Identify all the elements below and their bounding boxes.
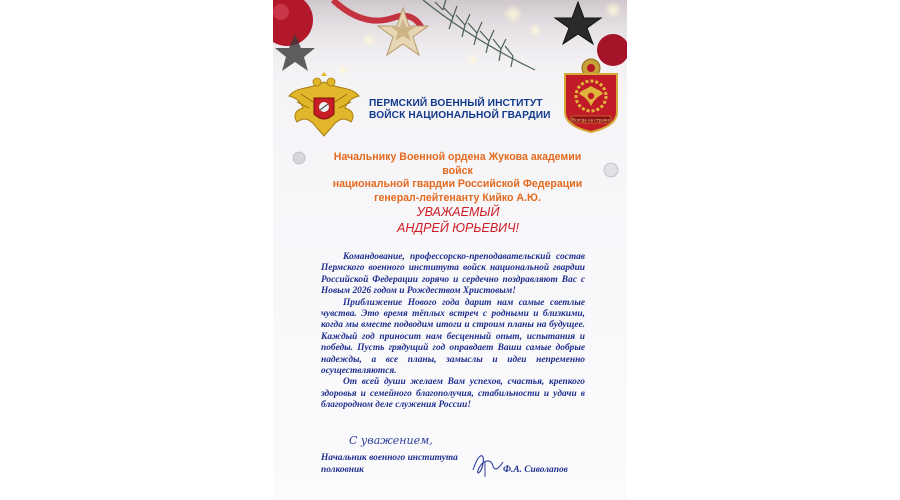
emblem-motto: Всегда на страже	[572, 117, 610, 123]
letter-body	[321, 252, 585, 412]
letter-page	[273, 0, 627, 500]
paragraph-wishes: От всей души желаем Вам успехов, счастья, крепкого здоровья и семейного благополучия, стабильности и удачи в благородном деле служения России!	[321, 377, 585, 411]
national-guard-eagle-emblem	[287, 72, 361, 142]
signer-name: Ф.А. Сиволапов	[503, 465, 568, 475]
salutation-line1: УВАЖАЕМЫЙ	[416, 205, 500, 219]
addressee-line2: национальной гвардии Российской Федерации	[332, 178, 583, 190]
salutation	[353, 204, 563, 236]
paragraph-new-year: Приближение Нового года дарит нам самые светлые чувства. Это время тёплых встреч с родными и близкими, когда мы вместе подводим итоги и строим планы на будущее. Каждый год приносит нам бесценный опыт, испытания и победы. Пусть грядущий год оправдает Ваши самые добрые надежды, а все планы, замыслы и идеи непременно осуществляются.	[321, 297, 585, 377]
addressee-block	[325, 151, 590, 205]
institute-title-line2: ВОЙСК НАЦИОНАЛЬНОЙ ГВАРДИИ	[369, 110, 551, 121]
signer-role-line1: Начальник военного института	[321, 453, 458, 463]
closing-handwritten: С уважением,	[349, 434, 433, 447]
salutation-line2: АНДРЕЙ ЮРЬЕВИЧ!	[396, 221, 519, 235]
signer-role-line2: полковник	[321, 464, 364, 475]
addressee-line1: Начальнику Военной ордена Жукова академии войск	[333, 151, 582, 177]
institute-shield-emblem	[559, 56, 623, 134]
signer-role	[321, 453, 458, 476]
paragraph-greeting: Командование, профессорско-преподавательский состав Пермского военного института войск национальной гвардии Российской Федерации горячо и сердечно поздравляют Вас с Новым 2026 годом и Рождеством Христовым!	[321, 252, 585, 297]
addressee-line3: генерал-лейтенанту Кийко А.Ю.	[374, 191, 541, 204]
institute-title-line1: ПЕРМСКИЙ ВОЕННЫЙ ИНСТИТУТ	[369, 98, 543, 109]
institute-title	[369, 98, 559, 122]
